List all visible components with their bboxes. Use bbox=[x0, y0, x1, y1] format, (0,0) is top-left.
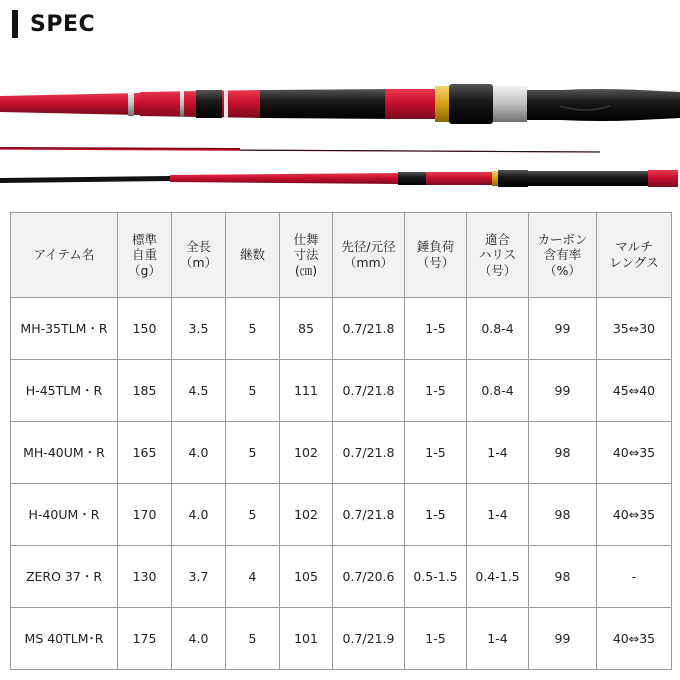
header-carbon-content: カーボン 含有率 （%） bbox=[529, 213, 597, 298]
cell-line-size: 0.8-4 bbox=[467, 298, 529, 360]
cell-length: 3.7 bbox=[172, 546, 226, 608]
cell-item-name: H-45TLM・R bbox=[11, 360, 118, 422]
cell-sinker-load: 1-5 bbox=[405, 608, 467, 670]
cell-sections: 5 bbox=[226, 608, 280, 670]
cell-item-name: MS 40TLM･R bbox=[11, 608, 118, 670]
table-row bbox=[11, 298, 672, 360]
rod-tip-sections bbox=[0, 148, 600, 152]
cell-carbon-content: 99 bbox=[529, 608, 597, 670]
cell-weight: 170 bbox=[118, 484, 172, 546]
cell-sinker-load: 1-5 bbox=[405, 422, 467, 484]
header-line-size: 適合 ハリス （号） bbox=[467, 213, 529, 298]
header-multi-length: マルチ レングス bbox=[597, 213, 672, 298]
cell-sinker-load: 0.5-1.5 bbox=[405, 546, 467, 608]
cell-diameter: 0.7/21.8 bbox=[333, 360, 405, 422]
cell-weight: 130 bbox=[118, 546, 172, 608]
rod-closeup bbox=[0, 84, 680, 124]
cell-sinker-load: 1-5 bbox=[405, 360, 467, 422]
cell-carbon-content: 98 bbox=[529, 484, 597, 546]
rod-full bbox=[0, 170, 678, 187]
cell-closed-length: 111 bbox=[280, 360, 333, 422]
cell-closed-length: 85 bbox=[280, 298, 333, 360]
cell-weight: 150 bbox=[118, 298, 172, 360]
cell-length: 4.0 bbox=[172, 484, 226, 546]
cell-multi-length: 40⇔35 bbox=[597, 608, 672, 670]
cell-weight: 185 bbox=[118, 360, 172, 422]
header-closed-length: 仕舞 寸法 (㎝) bbox=[280, 213, 333, 298]
cell-closed-length: 102 bbox=[280, 484, 333, 546]
cell-sinker-load: 1-5 bbox=[405, 484, 467, 546]
cell-line-size: 0.8-4 bbox=[467, 360, 529, 422]
section-title bbox=[12, 10, 95, 38]
cell-closed-length: 101 bbox=[280, 608, 333, 670]
header-length: 全長 （m） bbox=[172, 213, 226, 298]
cell-carbon-content: 98 bbox=[529, 422, 597, 484]
cell-carbon-content: 98 bbox=[529, 546, 597, 608]
cell-diameter: 0.7/20.6 bbox=[333, 546, 405, 608]
table-row bbox=[11, 608, 672, 670]
cell-item-name: MH-35TLM・R bbox=[11, 298, 118, 360]
header-weight: 標準 自重 （g） bbox=[118, 213, 172, 298]
cell-item-name: H-40UM・R bbox=[11, 484, 118, 546]
header-diameter: 先径/元径 （mm） bbox=[333, 213, 405, 298]
cell-weight: 165 bbox=[118, 422, 172, 484]
table-row bbox=[11, 546, 672, 608]
table-row bbox=[11, 360, 672, 422]
cell-multi-length: 35⇔30 bbox=[597, 298, 672, 360]
cell-line-size: 1-4 bbox=[467, 422, 529, 484]
cell-length: 3.5 bbox=[172, 298, 226, 360]
header-sinker-load: 錘負荷 （号） bbox=[405, 213, 467, 298]
title-marker bbox=[12, 10, 18, 38]
cell-sections: 5 bbox=[226, 484, 280, 546]
cell-closed-length: 105 bbox=[280, 546, 333, 608]
cell-sections: 4 bbox=[226, 546, 280, 608]
cell-multi-length: 45⇔40 bbox=[597, 360, 672, 422]
section-title-text: SPEC bbox=[30, 11, 96, 37]
cell-carbon-content: 99 bbox=[529, 298, 597, 360]
header-item-name: アイテム名 bbox=[11, 213, 118, 298]
cell-item-name: MH-40UM・R bbox=[11, 422, 118, 484]
cell-diameter: 0.7/21.9 bbox=[333, 608, 405, 670]
cell-sinker-load: 1-5 bbox=[405, 298, 467, 360]
cell-line-size: 1-4 bbox=[467, 608, 529, 670]
cell-length: 4.5 bbox=[172, 360, 226, 422]
cell-closed-length: 102 bbox=[280, 422, 333, 484]
cell-length: 4.0 bbox=[172, 608, 226, 670]
table-row bbox=[11, 422, 672, 484]
cell-item-name: ZERO 37・R bbox=[11, 546, 118, 608]
spec-table bbox=[10, 212, 672, 670]
cell-multi-length: - bbox=[597, 546, 672, 608]
cell-length: 4.0 bbox=[172, 422, 226, 484]
cell-diameter: 0.7/21.8 bbox=[333, 422, 405, 484]
cell-carbon-content: 99 bbox=[529, 360, 597, 422]
header-sections: 継数 bbox=[226, 213, 280, 298]
cell-weight: 175 bbox=[118, 608, 172, 670]
cell-diameter: 0.7/21.8 bbox=[333, 298, 405, 360]
cell-sections: 5 bbox=[226, 360, 280, 422]
cell-multi-length: 40⇔35 bbox=[597, 422, 672, 484]
cell-sections: 5 bbox=[226, 298, 280, 360]
cell-multi-length: 40⇔35 bbox=[597, 484, 672, 546]
cell-line-size: 0.4-1.5 bbox=[467, 546, 529, 608]
cell-diameter: 0.7/21.8 bbox=[333, 484, 405, 546]
table-header-row bbox=[11, 213, 672, 298]
cell-line-size: 1-4 bbox=[467, 484, 529, 546]
fishing-rod-image bbox=[0, 60, 680, 200]
cell-sections: 5 bbox=[226, 422, 280, 484]
table-row bbox=[11, 484, 672, 546]
